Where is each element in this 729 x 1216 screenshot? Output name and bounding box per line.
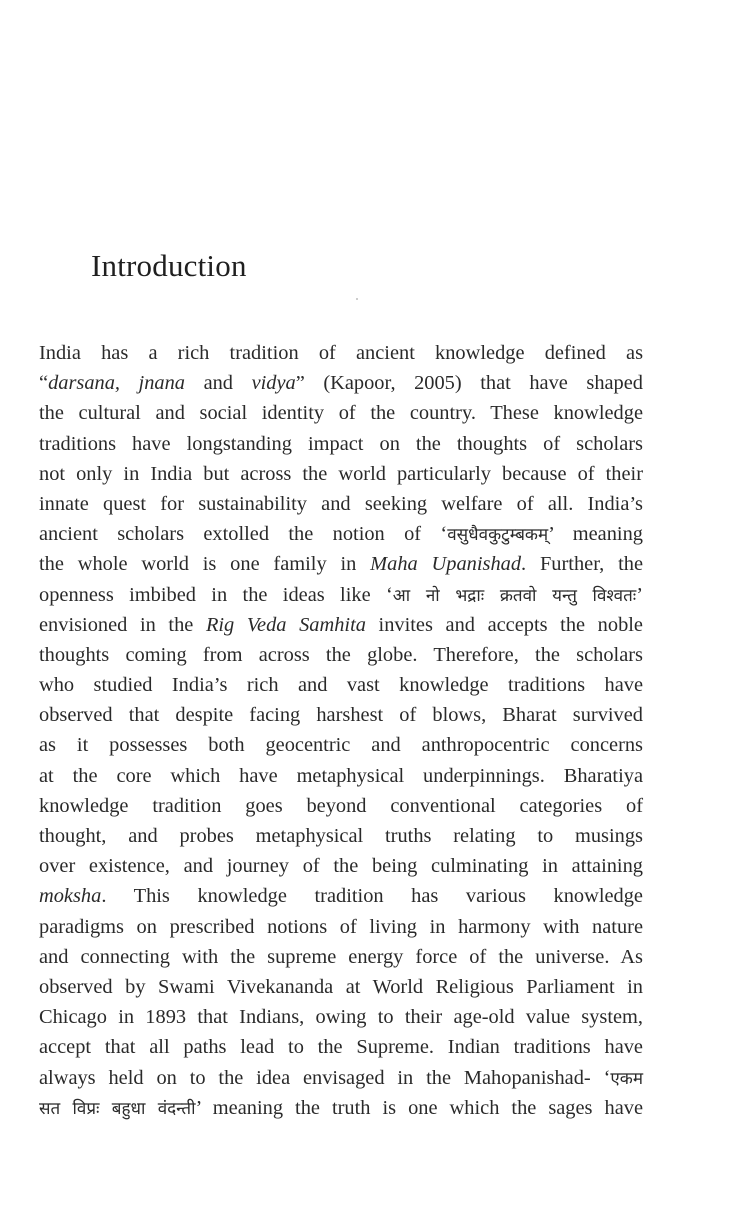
text-run: thought, and probes metaphysical truths relating to musings bbox=[39, 825, 643, 847]
paragraph-line bbox=[39, 851, 643, 881]
text-run: . Further, the bbox=[521, 553, 643, 576]
text-run: and bbox=[185, 372, 252, 395]
text-run: always held on to the idea envisaged in the Mahopanishad- ‘ bbox=[39, 1066, 611, 1089]
text-run: paradigms on prescribed notions of living in harmony with nature bbox=[39, 915, 643, 938]
text-run: over existence, and journey of the being culminating in attaining bbox=[39, 855, 643, 878]
text-run: accept that all paths lead to the Supreme. Indian traditions have bbox=[39, 1036, 643, 1059]
text-run: . This knowledge tradition has various knowledge bbox=[101, 885, 643, 908]
italic-term: darsana, jnana bbox=[48, 372, 186, 395]
paragraph-line bbox=[39, 972, 643, 1002]
text-run: the whole world is one family in bbox=[39, 553, 371, 576]
text-run: not only in India but across the world particularly because of their bbox=[39, 462, 643, 485]
paragraph-line bbox=[39, 580, 643, 610]
paragraph-line bbox=[39, 1032, 643, 1062]
text-run: traditions have longstanding impact on the thoughts of scholars bbox=[39, 432, 643, 455]
paragraph-line bbox=[39, 338, 643, 368]
italic-term: vidya bbox=[251, 372, 296, 395]
text-run: knowledge tradition goes beyond conventional categories of bbox=[39, 794, 643, 817]
sanskrit-phrase: वसुधैवकुटुम्बकम् bbox=[447, 525, 549, 546]
paragraph-line bbox=[39, 489, 643, 519]
text-run: invites and accepts the noble bbox=[365, 613, 643, 636]
scan-speck bbox=[356, 298, 358, 300]
text-run: ’ meaning the truth is one which the sages have bbox=[195, 1096, 643, 1119]
paragraph-line bbox=[39, 398, 643, 428]
paragraph-line bbox=[39, 640, 643, 670]
text-run: who studied India’s rich and vast knowledge traditions have bbox=[39, 674, 643, 697]
text-run: ancient scholars extolled the notion of ‘ bbox=[39, 523, 448, 546]
text-run: “ bbox=[39, 372, 49, 395]
text-run: ’ meaning bbox=[548, 523, 643, 546]
paragraph-line bbox=[39, 881, 643, 911]
paragraph-line bbox=[39, 700, 643, 730]
paragraph-line bbox=[39, 1002, 643, 1032]
paragraph-line bbox=[39, 1063, 643, 1093]
sanskrit-phrase: सत विप्रः बहुधा वंदन्ती bbox=[39, 1098, 196, 1119]
chapter-heading: Introduction bbox=[91, 248, 247, 283]
text-run: observed by Swami Vivekananda at World Religious Parliament in bbox=[39, 975, 643, 998]
text-run: as it possesses both geocentric and anthropocentric concerns bbox=[39, 734, 643, 757]
sanskrit-phrase: आ नो भद्राः क्रतवो यन्तु विश्वतः bbox=[392, 585, 637, 606]
text-run: India has a rich tradition of ancient knowledge defined as bbox=[39, 342, 643, 364]
italic-term: Rig Veda Samhita bbox=[205, 613, 366, 636]
text-run: envisioned in the bbox=[39, 613, 206, 636]
paragraph-line bbox=[39, 459, 643, 489]
text-run: openness imbibed in the ideas like ‘ bbox=[39, 583, 393, 606]
paragraph-line bbox=[39, 730, 643, 760]
paragraph-line bbox=[39, 761, 643, 791]
paragraph-line bbox=[39, 1093, 643, 1123]
text-run: at the core which have metaphysical underpinnings. Bharatiya bbox=[39, 764, 643, 787]
paragraph-line bbox=[39, 429, 643, 459]
text-run: ” (Kapoor, 2005) that have shaped bbox=[295, 372, 644, 395]
paragraph-line bbox=[39, 821, 643, 851]
text-run: observed that despite facing harshest of blows, Bharat survived bbox=[39, 704, 643, 727]
paragraph-line bbox=[39, 519, 643, 549]
text-run: Chicago in 1893 that Indians, owing to their age-old value system, bbox=[39, 1006, 643, 1029]
sanskrit-phrase: एकम bbox=[610, 1068, 643, 1089]
body-paragraph bbox=[39, 338, 643, 1123]
paragraph-line bbox=[39, 549, 643, 579]
italic-term: moksha bbox=[39, 885, 102, 908]
text-run: thoughts coming from across the globe. Therefore, the scholars bbox=[39, 643, 643, 666]
paragraph-line bbox=[39, 942, 643, 972]
text-run: and connecting with the supreme energy force of the universe. As bbox=[39, 945, 643, 968]
text-run: the cultural and social identity of the country. These knowledge bbox=[39, 402, 643, 425]
paragraph-line bbox=[39, 368, 643, 398]
paragraph-line bbox=[39, 791, 643, 821]
text-run: ’ bbox=[636, 583, 644, 606]
paragraph-line bbox=[39, 912, 643, 942]
paragraph-line bbox=[39, 610, 643, 640]
text-run: innate quest for sustainability and seeking welfare of all. India’s bbox=[39, 492, 643, 515]
italic-term: Maha Upanishad bbox=[370, 553, 522, 576]
paragraph-line bbox=[39, 670, 643, 700]
